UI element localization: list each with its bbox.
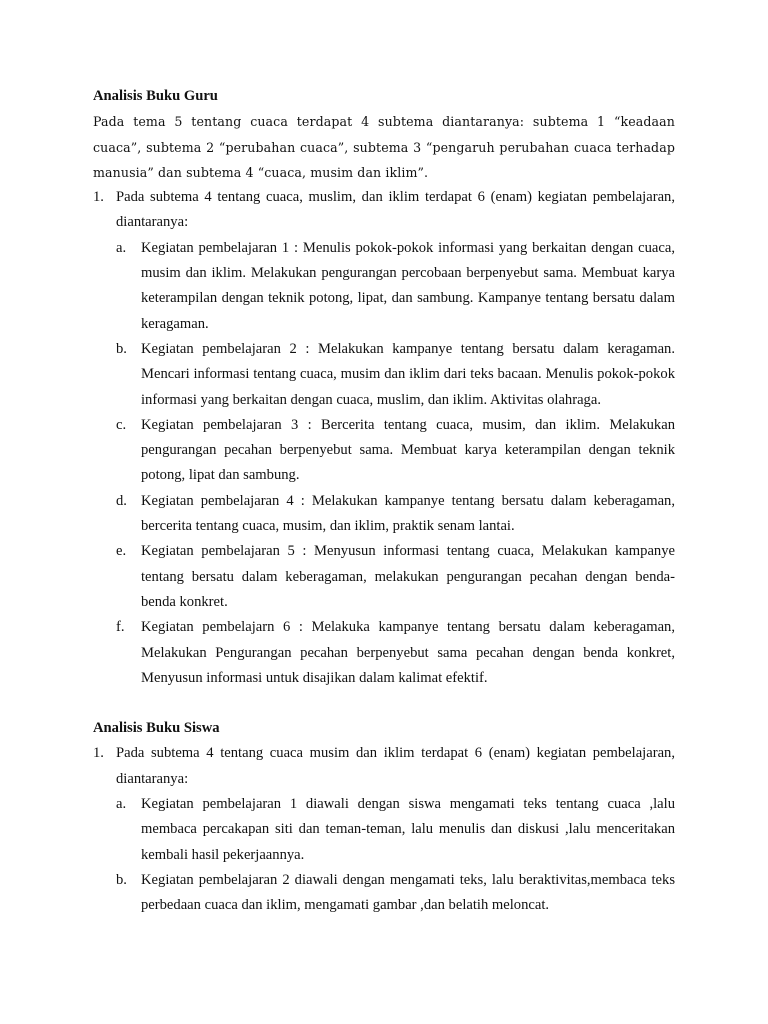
section-title-buku-guru: Analisis Buku Guru (93, 88, 218, 104)
item-text: Kegiatan pembelajarn 6 : Melakuka kampanye tentang bersatu dalam keberagaman, Melakukan Pengurangan pecahan berpenyebut sama pecahan dengan benda konkret, Menyusun informasi untuk disajikan dalam kalimat efektif. (141, 619, 675, 686)
item-marker: f. (116, 619, 125, 636)
item-marker: 1. (93, 745, 104, 762)
list-item (93, 539, 675, 615)
item-text: Kegiatan pembelajaran 2 diawali dengan mengamati teks, lalu beraktivitas,membaca teks perbedaan cuaca dan iklim, mengamati gambar ,dan belatih meloncat. (141, 871, 675, 914)
item-text: Pada subtema 4 tentang cuaca, muslim, dan iklim terdapat 6 (enam) kegiatan pembelajaran, diantaranya: (116, 189, 675, 231)
item-marker: b. (116, 871, 127, 888)
item-marker: c. (116, 416, 127, 433)
numbered-item-siswa-1 (93, 741, 675, 792)
list-item (93, 615, 675, 691)
list-item (93, 868, 675, 919)
item-marker: e. (116, 543, 127, 560)
section-spacer (93, 691, 675, 716)
item-marker: a. (116, 239, 127, 256)
intro-paragraph: Pada tema 5 tentang cuaca terdapat 4 subtema diantaranya: subtema 1 “keadaan cuaca”, subtema 2 “perubahan cuaca”, subtema 3 “pengaruh perubahan cuaca terhadap manusia” dan subtema 4 “cuaca, musim dan iklim”. (93, 114, 675, 180)
item-text: Pada subtema 4 tentang cuaca musim dan iklim terdapat 6 (enam) kegiatan pembelajaran, diantaranya: (116, 745, 675, 787)
item-text: Kegiatan pembelajaran 5 : Menyusun informasi tentang cuaca, Melakukan kampanye tentang bersatu dalam keberagaman, melakukan pengurangan pecahan dengan benda-benda konkret. (141, 543, 675, 610)
item-marker: d. (116, 492, 127, 509)
list-item (93, 489, 675, 540)
list-item (93, 792, 675, 868)
section-title-buku-siswa: Analisis Buku Siswa (93, 720, 220, 737)
item-marker: a. (116, 796, 127, 813)
item-marker: b. (116, 340, 127, 357)
document-page (93, 84, 675, 919)
list-item (93, 337, 675, 413)
list-item (93, 413, 675, 489)
item-text: Kegiatan pembelajaran 1 diawali dengan siswa mengamati teks tentang cuaca ,lalu membaca percakapan siti dan teman-teman, lalu menulis dan diskusi ,lalu menceritakan kembali hasil pekerjaannya. (141, 796, 675, 863)
item-text: Kegiatan pembelajaran 1 : Menulis pokok-pokok informasi yang berkaitan dengan cuaca, musim dan iklim. Melakukan pengurangan percobaan berpenyebut sama. Membuat karya keterampilan dengan teknik potong, lipat, dan sambung. Kampanye tentang bersatu dalam keragaman. (141, 239, 675, 332)
item-text: Kegiatan pembelajaran 3 : Bercerita tentang cuaca, musim, dan iklim. Melakukan pengurangan pecahan berpenyebut sama. Membuat karya keterampilan dengan teknik potong, lipat dan sambung. (141, 416, 675, 484)
sub-list-guru (93, 236, 675, 691)
numbered-item-guru-1 (93, 185, 675, 236)
list-item (93, 236, 675, 337)
item-marker: 1. (93, 189, 104, 206)
item-text: Kegiatan pembelajaran 4 : Melakukan kampanye tentang bersatu dalam keberagaman, bercerita tentang cuaca, musim, dan iklim, praktik senam lantai. (141, 492, 675, 535)
item-text: Kegiatan pembelajaran 2 : Melakukan kampanye tentang bersatu dalam keragaman. Mencari informasi tentang cuaca, musim dan iklim dari teks bacaan. Menulis pokok-pokok informasi yang berkaitan dengan cuaca, muslim, dan iklim. Aktivitas olahraga. (141, 340, 675, 408)
sub-list-siswa (93, 792, 675, 918)
